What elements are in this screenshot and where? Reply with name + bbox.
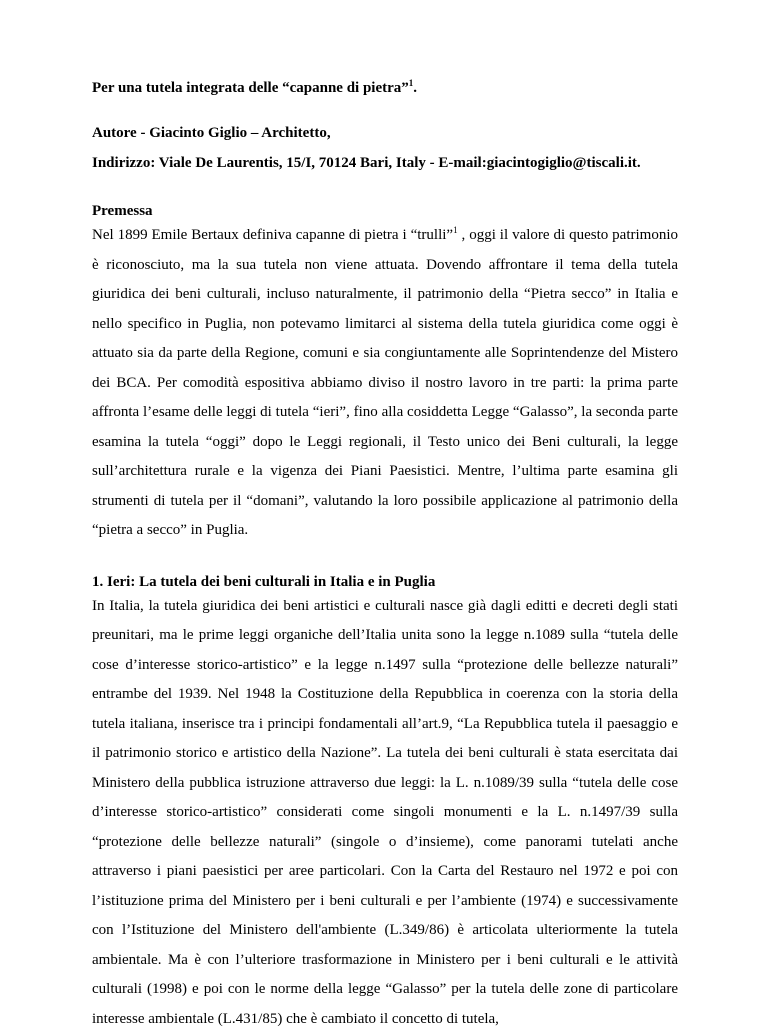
title-footnote-marker[interactable]: 1 [409,78,414,88]
section1-paragraph: In Italia, la tutela giuridica dei beni artistici e culturali nasce già dagli editti e decreti degli stati preunitari, ma le prime leggi organiche dell’Italia unita sono la legge n.1089 sulla “tutela delle cose d’interesse storico-artistico” e la legge n.1497 sulla “protezione delle bellezze naturali” entrambe del 1939. Nel 1948 la Costituzione della Repubblica in coerenza con la storia della tutela italiana, inserisce tra i principi fondamentali all’art.9, “La Repubblica tutela il paesaggio e il patrimonio storico e artistico della Nazione”. La tutela dei beni culturali è stata esercitata dai Ministero della pubblica istruzione attraverso due leggi: la L. n.1089/39 sulla “tutela delle cose d’interesse storico-artistico” considerati come singoli monumenti e la L. n.1497/39 sulla “protezione delle bellezze naturali” (singole o d’insieme), come panorami tutelati anche attraverso i piani paesistici per aree particolari. Con la Carta del Restauro nel 1972 e poi con l’istituzione prima del Ministero per i beni culturali e per l’ambiente (1974) e successivamente con l’Istituzione del Ministero dell'ambiente (L.349/86) è articolata ulteriormente la tutela ambientale. Ma è con l’ulteriore trasformazione in Ministero per i beni culturali e le attività culturali (1998) e poi con le norme della legge “Galasso” per la tutela delle zone di particolare interesse ambientale (L.431/85) che è cambiato il concetto di tutela, [92,592,678,1034]
premessa-footnote-marker[interactable]: 1 [453,225,458,235]
section1-heading: 1. Ieri: La tutela dei beni culturali in Italia e in Puglia [92,572,678,592]
document-page [92,78,678,1034]
document-title [92,78,678,98]
premessa-heading: Premessa [92,201,678,221]
premessa-text-start: Nel 1899 Emile Bertaux definiva capanne di pietra i “trulli” [92,227,453,243]
title-end: . [413,80,417,96]
address-line: Indirizzo: Viale De Laurentis, 15/I, 70124 Bari, Italy - E-mail:giacintogiglio@tiscali.it. [92,148,678,178]
title-text: Per una tutela integrata delle “capanne di pietra” [92,80,409,96]
premessa-paragraph [92,221,678,546]
author-block [92,118,678,178]
author-line: Autore - Giacinto Giglio – Architetto, [92,118,678,148]
premessa-text-rest: , oggi il valore di questo patrimonio è riconosciuto, ma la sua tutela non viene attuata. Dovendo affrontare il tema della tutela giuridica dei beni culturali, incluso naturalmente, il patrimonio della “Pietra secco” in Italia e nello specifico in Puglia, non potevamo limitarci al sistema della tutela giuridica come oggi è attuato sia da parte della Regione, comuni e sia congiuntamente alle Soprintendenze del Mistero dei BCA. Per comodità espositiva abbiamo diviso il nostro lavoro in tre parti: la prima parte affronta l’esame delle leggi di tutela “ieri”, fino alla cosiddetta Legge “Galasso”, la seconda parte esamina la tutela “oggi” dopo le Leggi regionali, il Testo unico dei Beni culturali, la legge sull’architettura rurale e la vigenza dei Piani Paesistici. Mentre, l’ultima parte esamina gli strumenti di tutela per il “domani”, valutando la loro possibile applicazione al patrimonio della “pietra a secco” in Puglia. [92,227,678,538]
